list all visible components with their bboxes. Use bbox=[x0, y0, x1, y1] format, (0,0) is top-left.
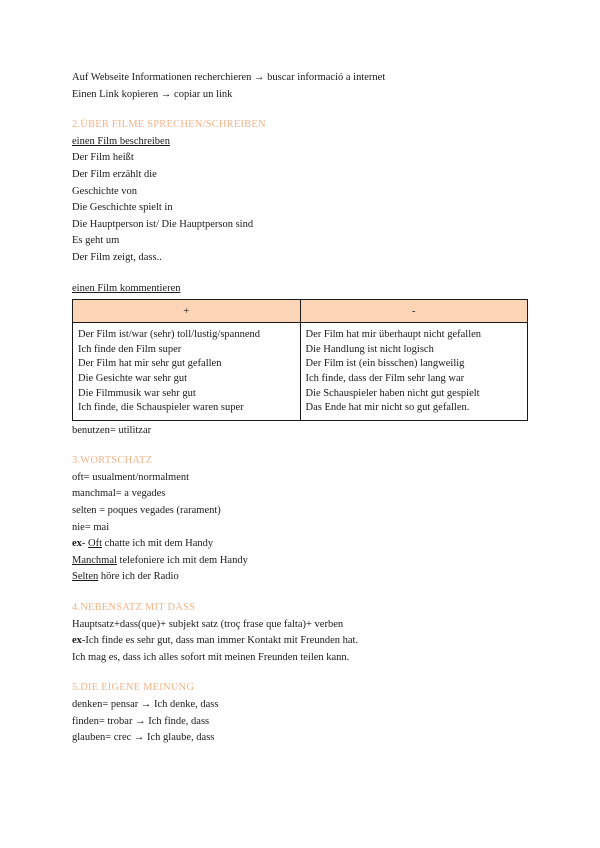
opinion-line: glauben= crec → Ich glaube, dass bbox=[72, 732, 215, 744]
after-table-line: benutzen= utilitzar bbox=[72, 424, 152, 436]
phrase-line: Es geht um bbox=[72, 235, 120, 247]
phrase-line: Die Geschichte spielt in bbox=[72, 202, 173, 214]
example-rest: höre ich der Radio bbox=[98, 571, 179, 583]
minus-cell bbox=[300, 323, 528, 421]
grammar-line: Hauptsatz+dass(que)+ subjekt satz (troç frase que falta)+ verben bbox=[72, 618, 344, 630]
subheading-beschreiben: einen Film beschreiben bbox=[72, 135, 170, 147]
subheading-kommentieren: einen Film kommentieren bbox=[72, 282, 181, 294]
example-keyword: Oft bbox=[88, 538, 103, 550]
comment-table bbox=[72, 299, 528, 421]
plus-phrase: Der Film hat mir sehr gut gefallen bbox=[78, 358, 222, 370]
vocab-line: nie= mai bbox=[72, 521, 110, 533]
example-line bbox=[72, 633, 532, 650]
minus-phrase: Die Schauspieler haben nicht gut gespielt bbox=[305, 387, 480, 399]
example-line bbox=[72, 536, 532, 553]
example-prefix: ex bbox=[72, 635, 82, 647]
intro-line-2: Einen Link kopieren → copiar un link bbox=[72, 88, 233, 100]
example-separator: - bbox=[81, 538, 89, 550]
plus-phrase: Der Film ist/war (sehr) toll/lustig/spannend bbox=[78, 329, 260, 341]
example-rest: telefoniere ich mit dem Handy bbox=[116, 554, 248, 566]
phrase-line: Der Film heißt bbox=[72, 152, 134, 164]
minus-phrase: Der Film hat mir überhaupt nicht gefallen bbox=[305, 329, 482, 341]
phrase-line: Geschichte von bbox=[72, 185, 138, 197]
phrase-line: Die Hauptperson ist/ Die Hauptperson sind bbox=[72, 218, 254, 230]
plus-column-header: + bbox=[73, 300, 301, 323]
example-line bbox=[72, 553, 532, 570]
example-keyword: Manchmal bbox=[72, 554, 117, 566]
plus-phrase: Die Filmmusik war sehr gut bbox=[78, 387, 196, 399]
example-line bbox=[72, 569, 532, 586]
phrase-line: Der Film erzählt die bbox=[72, 168, 157, 180]
section-heading-nebensatz: 4.NEBENSATZ MIT DASS bbox=[72, 602, 196, 614]
example-rest: -Ich finde es sehr gut, dass man immer Kontakt mit Freunden hat. bbox=[81, 635, 359, 647]
minus-phrase: Das Ende hat mir nicht so gut gefallen. bbox=[305, 402, 470, 414]
plus-phrase: Ich finde, die Schauspieler waren super bbox=[78, 402, 244, 414]
vocab-line: manchmal= a vegades bbox=[72, 488, 166, 500]
minus-phrase: Die Handlung ist nicht logisch bbox=[305, 343, 434, 355]
minus-column-header: - bbox=[300, 300, 528, 323]
vocab-line: oft= usualment/normalment bbox=[72, 471, 190, 483]
intro-line-1: Auf Webseite Informationen recherchieren → buscar informació a internet bbox=[72, 72, 386, 83]
opinion-line: denken= pensar → Ich denke, dass bbox=[72, 699, 219, 710]
opinion-line: finden= trobar → Ich finde, dass bbox=[72, 715, 210, 727]
minus-phrase: Ich finde, dass der Film sehr lang war bbox=[305, 372, 465, 384]
example-line: Ich mag es, dass ich alles sofort mit meinen Freunden teilen kann. bbox=[72, 651, 350, 663]
section-heading-meinung: 5.DIE EIGENE MEINUNG bbox=[72, 682, 195, 694]
vocab-line: selten = poques vegades (rarament) bbox=[72, 505, 221, 517]
phrase-line: Der Film zeigt, dass.. bbox=[72, 251, 162, 263]
section-heading-film: 2.ÜBER FILME SPRECHEN/SCHREIBEN bbox=[72, 119, 266, 131]
section-heading-wortschatz: 3.WORTSCHATZ bbox=[72, 455, 153, 467]
document-page bbox=[72, 70, 532, 747]
minus-phrase: Der Film ist (ein bisschen) langweilig bbox=[305, 358, 465, 370]
example-prefix: ex bbox=[72, 538, 82, 550]
plus-phrase: Die Gesichte war sehr gut bbox=[78, 372, 188, 384]
plus-cell bbox=[73, 323, 301, 421]
example-rest: chatte ich mit dem Handy bbox=[102, 538, 214, 550]
example-keyword: Selten bbox=[72, 571, 99, 583]
plus-phrase: Ich finde den Film super bbox=[78, 343, 182, 355]
